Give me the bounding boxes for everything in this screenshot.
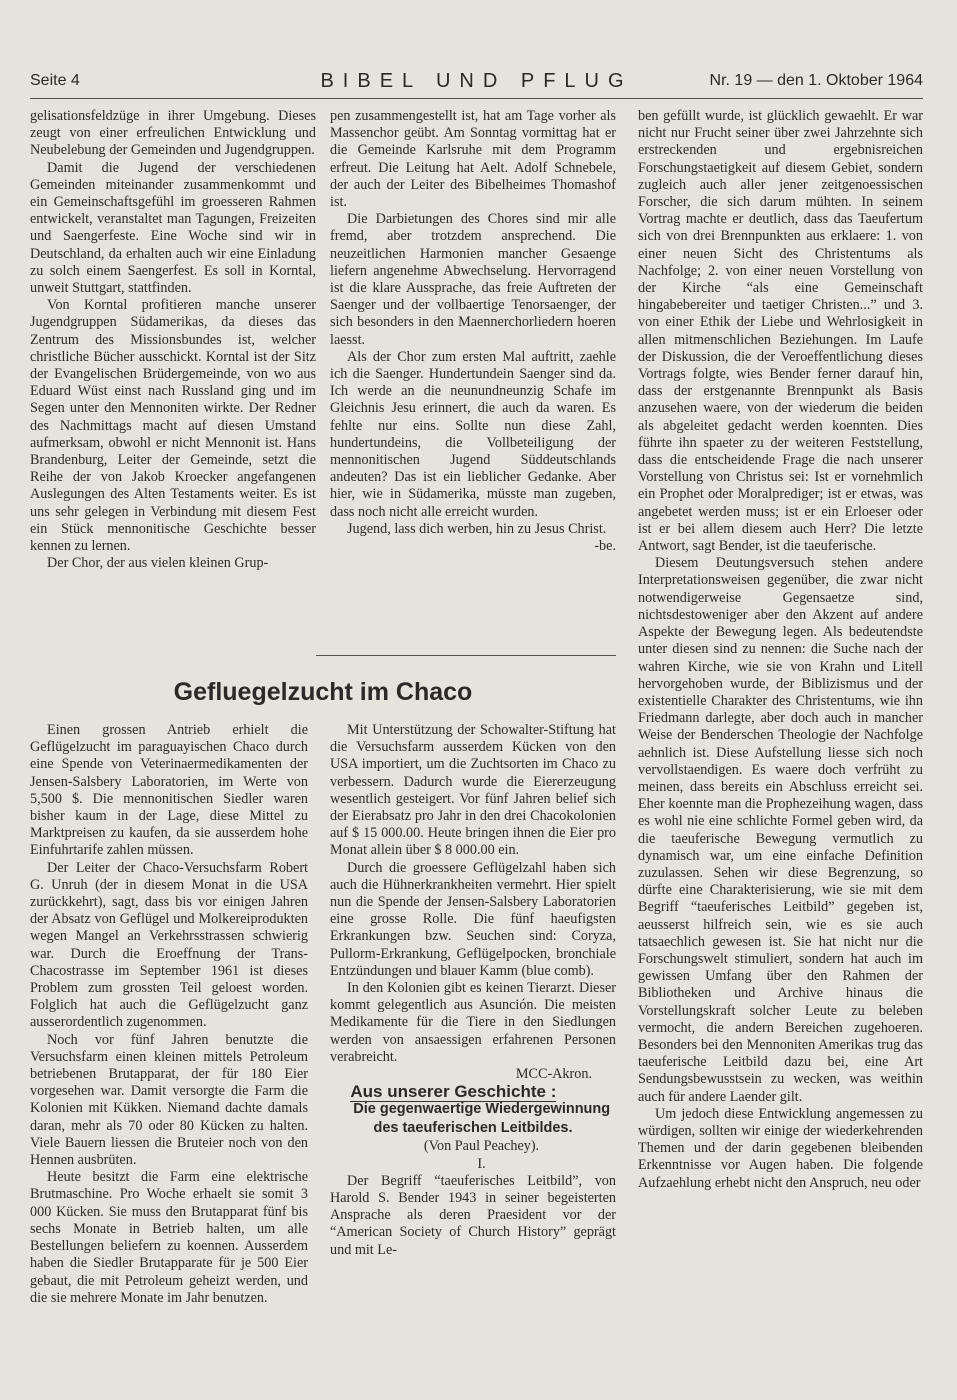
page-number: Seite 4: [30, 72, 80, 89]
author-line: (Von Paul Peachey).: [423, 1138, 540, 1155]
paragraph: gelisationsfeldzüge in ihrer Umgebung. Dieses zeugt von einer erfreulichen Entwicklung und Neubelebung der Gemeinden und Jugendgruppen.: [30, 108, 316, 159]
column-1: [30, 108, 316, 572]
paragraph: Der Chor, der aus vielen kleinen Grup-: [47, 555, 269, 572]
paragraph: Einen grossen Antrieb erhielt die Geflügelzucht im paraguayischen Chaco durch eine Spende von Veterinaermedikamenten der Jensen-Salsbery Laboratorien, im Werte von 5,500 $. Die mennonitischen Siedler waren bisher kaum in der Lage, diese Mittel zu Marktpreisen zu kaufen, da sie ausserdem hohe Einfuhrtarife zahlen müssen.: [30, 722, 308, 859]
paragraph: Als der Chor zum ersten Mal auftritt, zaehle ich die Saenger. Hundertundein Saenger sind da. Ich werde an die neunundneunzig Schafe im Gleichnis Jesu erinnert, die auch da waren. Es fehlte nur eins. Sollte nun diese Zahl, hundertundeins, die Vollbeteiligung der mennonitischen Jugend Süddeutschlands andeuten? Das ist ein lieblicher Gedanke. Aber hier, wie in Südamerika, müsste man zugeben, dass noch nicht alle erreicht wurden.: [330, 348, 616, 520]
section-heading-text: Aus unserer Geschichte :: [350, 1082, 557, 1102]
column-2: [330, 108, 616, 555]
paragraph: Damit die Jugend der verschiedenen Gemeinden miteinander zusammenkommt und ein Gemeinschaftsgefühl im groesseren Rahmen entwickelt, veranstaltet man Tagungen, Freizeiten und Saengerfeste. Eine Woche sind wir in Deutschland, da erhalten auch wir eine Einladung zu solch einem Saengerfest. Es soll in Korntal, unweit Stuttgart, stattfinden.: [30, 159, 316, 297]
paragraph: Die Darbietungen des Chores sind mir alle fremd, aber trotzdem ansprechend. Die neuzeitlichen Harmonien mancher Gesaenge liefern angenehme Abwechselung. Hervorragend ist die klare Aussprache, das freie Auftreten der Saenger und der vollbaertige Tenorsaenger, der sich besonders in den Maennerchorliedern hoeren laesst.: [330, 211, 616, 348]
section-subtitle: [330, 1100, 616, 1138]
column-3: [638, 108, 923, 1192]
page-header: [30, 70, 923, 98]
section-heading: [330, 1083, 616, 1100]
paragraph: Heute besitzt die Farm eine elektrische Brutmaschine. Pro Woche erhaelt sie somit 3 000 Kücken. Sie muss den Brutapparat fünf bis sechs Monate in Betrieb halten, um alle Bestellungen beliefern zu koennen. Ausserdem haben die Siedler Brutapparate für je 500 Eier gebaut, die mit Petroleum geheizt werden, und die sie mehrere Monate im Jahr benutzen.: [30, 1169, 308, 1306]
subtitle-line-2: des taeuferischen Leitbildes.: [373, 1120, 573, 1137]
paragraph: Durch die groessere Geflügelzahl haben sich auch die Hühnerkrankheiten vermehrt. Hier spielt nun die Spende der Jensen-Salsbery Laboratorien eine grosse Rolle. Die fünf haeufigsten Erkrankungen bzw. Seuchen sind: Coryza, Pullorm-Erkrankung, Geflügelpocken, bronchiale Entzündungen und blauer Kamm (blue comb).: [330, 859, 616, 979]
article-signature: MCC-Akron.: [515, 1066, 592, 1083]
article-headline: Gefluegelzucht im Chaco: [173, 678, 473, 706]
paragraph: ben gefüllt wurde, ist glücklich gewaehlt. Er war nicht nur Frucht seiner über zwei Jahrzehnte sich erstreckenden und ergebnisreichen Forschungstaetigkeit auf diesem Gebiet, sondern zugleich auch aller jener zeitgenoessischen Forscher, die sich darum mühten. In seinem Vortrag machte er deutlich, dass das Taeufertum sich von drei Brennpunkten aus erklaere: 1. von einer neuen Sicht des Christentums als Nachfolge; 2. von einer neuen Vorstellung von der Kirche “als eine Gemeinschaft hingabebereiter und taetiger Christen...” und 3. von einer Ethik der Liebe und Wehrlosigkeit in allen mitmenschlichen Beziehungen. Im Laufe der Diskussion, die der Veroeffentlichung dieses Vortrags folgte, wies Bender ferner darauf hin, dass der erstgenannte Brennpunkt als Basis anzusehen waere, von der wiederum die beiden als abgeleitet gedacht werden koennten. Dies führte ihn spaeter zu der weiteren Feststellung, dass die entscheidende Frage die nach unserer Vorstellung von Christus sei: Ist er vornehmlich ein Prophet oder Moralprediger; ist er etwas, was angebetet werden muss; ist er ein Erloeser oder ist er bei allem diesem auch Herr? Die letzte Antwort, sagt Bender, ist die taeuferische.: [638, 108, 923, 555]
section-numeral: I.: [477, 1155, 486, 1172]
paragraph: Diesem Deutungsversuch stehen andere Interpretationsweisen gegenüber, die zwar nicht notwendigerweise Gegensaetze sind, nichtsdestoweniger aber den Akzent auf andere Aspekte der Bewegung legen. Als bedeutendste unter diesen sind zu nennen: die Suche nach der wahren Kirche, wie sie von Krahn und Litell hervorgehoben wurde, der Biblizismus und der existentielle Charakter des Christentums, wie ihn Friedmann darlegte, aber doch auch in mancher Weise der Benderschen Theologie der Nachfolge aehnlich ist. Diese Aufstellung liesse sich noch vervollstaendigen. Es waere doch verfrüht zu meinen, dass bereits ein Abschluss erreicht sei. Eher koennte man die Prophezeihung wagen, dass es wohl nie eine schlichte Formel geben wird, da die taeuferische Bewegung vermutlich zu dynamisch war, um eine einfache Definition zuzulassen. Sehen wir diese Begrenzung, so dürfte eine Charakterisierung, wie sie mit dem Begriff “taeuferisches Leitbild” gegeben ist, aeusserst hilfreich sein, wie es sie auch tatsaechlich gewesen ist. Sie hat nicht nur die Forschungswelt stimuliert, sondern hat auch im gewissen Umfang über den Rahmen der Bibliotheken und Archive hinaus die Vorstellungskraft solcher Leute zu beleben vermocht, die andern Bereichen zugehoeren. Besonders bei den Mennoniten Amerikas trug das taeuferische Leitbild dazu bei, eine Art Sendungsbewusstsein zu wecken, was weithin auch für andere Laender gilt.: [638, 555, 923, 1105]
paragraph: Der Begriff “taeuferisches Leitbild”, von Harold S. Bender 1943 in seiner begeisterten Ansprache als deren Praesident vor der “American Society of Church History” geprägt und mit Le-: [330, 1172, 616, 1258]
paragraph: Jugend, lass dich werben, hin zu Jesus Christ.: [347, 520, 607, 537]
subtitle-line-1: Die gegenwaertige Wiedergewinnung: [353, 1101, 611, 1118]
paragraph: In den Kolonien gibt es keinen Tierarzt. Dieser kommt gelegentlich aus Asunción. Die meisten Medikamente für die Tiere in den Siedlungen werden von ansaessigen erfahrenen Personen verabreicht.: [330, 980, 616, 1065]
paragraph: Von Korntal profitieren manche unserer Jugendgruppen Südamerikas, da dieses das Zentrum des Missionsbundes ist, welcher christliche Bücher ausschickt. Korntal ist der Sitz der Evangelischen Brüdergemeinde, von wo aus Eduard Wüst einst nach Russland ging und im Segen unter den Mennoniten wirkte. Der Redner des Nachmittags macht auf diesen Umstand aufmerksam, obwohl er nicht Mennonit ist. Hans Brandenburg, Leiter der Gemeinde, setzt die Reihe der von Jakob Kroecker angefangenen Auslegungen des Alten Testaments weiter. Es ist uns sehr gelegen in Verbindung mit diesem Fest ein Stück mennonitische Geschichte besser kennen zu lernen.: [30, 297, 316, 555]
issue-date: Nr. 19 — den 1. Oktober 1964: [709, 72, 923, 89]
paragraph: Mit Unterstützung der Schowalter-Stiftung hat die Versuchsfarm ausserdem Kücken von den USA importiert, um die Zuchtsorten im Chaco zu verbessern. Dadurch wurde die Eiererzeugung wesentlich gesteigert. Vor fünf Jahren belief sich der Eierabsatz pro Jahr in den drei Chacokolonien auf $ 15 000.00. Heute bringen ihnen die Eier pro Monat allein über $ 8 000.00 ein.: [330, 722, 616, 859]
article-column-left: [30, 722, 308, 1307]
header-rule: [30, 98, 923, 99]
publication-title: BIBEL UND PFLUG: [320, 70, 633, 92]
article-column-right: [330, 722, 616, 1259]
author-signature: -be.: [594, 538, 616, 555]
paragraph: Der Leiter der Chaco-Versuchsfarm Robert G. Unruh (der in diesem Monat in die USA zurückkehrt), sagt, dass bis vor einigen Jahren der Absatz von Geflügel und Molkereiprodukten wegen Mangel an Verkehrsstrassen schwierig war. Durch die Eroeffnung der Trans-Chacostrasse im September 1961 ist dieses Problem zum grossten Teil geloest worden. Folglich hat auch die Geflügelzucht ganz ausserordentlich zugenommen.: [30, 859, 308, 1031]
article-divider: [316, 655, 616, 656]
paragraph: pen zusammengestellt ist, hat am Tage vorher als Massenchor geübt. Am Sonntag vormittag hat er die Gemeinde Karlsruhe mit dem Programm erfreut. Die Leitung hat Aelt. Adolf Schnebele, der auch der Leiter des Bibelheimes Thomashof ist.: [330, 108, 616, 211]
paragraph: Um jedoch diese Entwicklung angemessen zu würdigen, sollten wir einige der wiederkehrenden Themen und der darin gegebenen bleibenden Erkenntnisse vor Augen haben. Die folgende Aufzaehlung erhebt nicht den Anspruch, neu oder: [638, 1105, 923, 1191]
paragraph: Noch vor fünf Jahren benutzte die Versuchsfarm einen kleinen mittels Petroleum betriebenen Brutapparat, der für 180 Eier vorgesehen war. Damit versorgte die Farm die Kolonien mit Kükken. Niemand dachte damals daran, mehr als 70 oder 80 Kücken zu halten. Viele Bauern liessen die Bruteier noch von den Hennen ausbrüten.: [30, 1031, 308, 1169]
